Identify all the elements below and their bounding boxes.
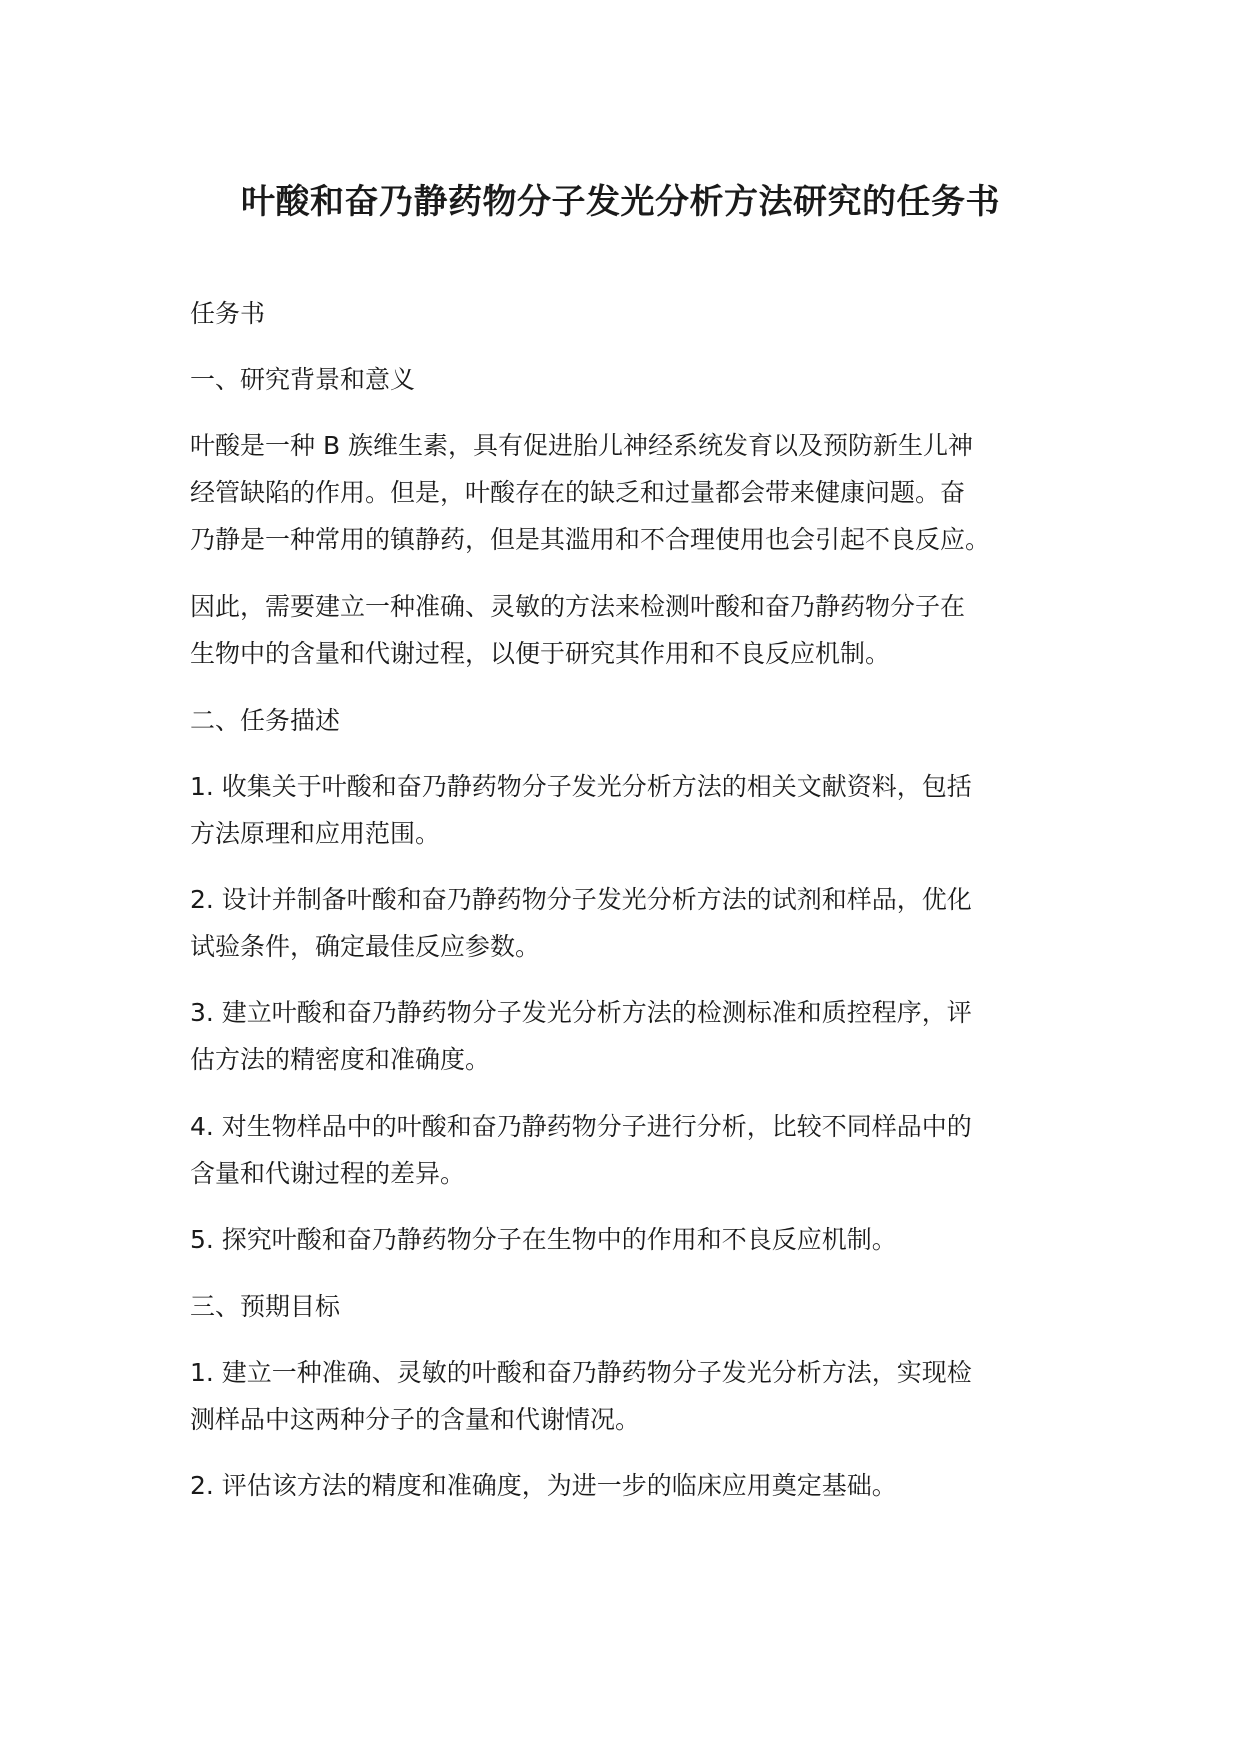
text-line: 含量和代谢过程的差异。 [190,1159,466,1188]
text-line: 估方法的精密度和准确度。 [190,1045,491,1074]
paragraph-therefore [190,583,1070,677]
heading-task-book [190,290,1070,337]
text-line: 生物中的含量和代谢过程，以便于研究其作用和不良反应机制。 [190,639,891,668]
text-line: 1. 建立一种准确、灵敏的叶酸和奋乃静药物分子发光分析方法，实现检 [190,1358,972,1387]
list-item-goal-1 [190,1349,1070,1443]
list-item-task-2 [190,876,1070,970]
text-line: 任务书 [190,299,266,328]
text-line: 经管缺陷的作用。但是，叶酸存在的缺乏和过量都会带来健康问题。奋 [190,478,966,507]
section-heading-background [190,356,1070,403]
document-title: 叶酸和奋乃静药物分子发光分析方法研究的任务书 [241,182,1000,222]
text-line: 一、研究背景和意义 [190,365,416,394]
text-line: 2. 设计并制备叶酸和奋乃静药物分子发光分析方法的试剂和样品，优化 [190,885,972,914]
list-item-task-5 [190,1216,1070,1263]
list-item-task-4 [190,1103,1070,1197]
text-line: 三、预期目标 [190,1292,341,1321]
text-line: 3. 建立叶酸和奋乃静药物分子发光分析方法的检测标准和质控程序，评 [190,998,972,1027]
paragraph-folic-acid [190,422,1070,563]
text-line: 测样品中这两种分子的含量和代谢情况。 [190,1405,641,1434]
section-heading-task-description [190,697,1070,744]
text-line: 5. 探究叶酸和奋乃静药物分子在生物中的作用和不良反应机制。 [190,1225,897,1254]
text-line: 乃静是一种常用的镇静药，但是其滥用和不合理使用也会引起不良反应。 [190,525,991,554]
text-line: 2. 评估该方法的精度和准确度，为进一步的临床应用奠定基础。 [190,1471,897,1500]
list-item-goal-2 [190,1462,1070,1509]
text-line: 方法原理和应用范围。 [190,819,441,848]
list-item-task-3 [190,989,1070,1083]
list-item-task-1 [190,763,1070,857]
text-line: 叶酸是一种 B 族维生素，具有促进胎儿神经系统发育以及预防新生儿神 [190,431,974,460]
section-heading-expected-goals [190,1283,1070,1330]
text-line: 1. 收集关于叶酸和奋乃静药物分子发光分析方法的相关文献资料，包括 [190,772,972,801]
text-line: 试验条件，确定最佳反应参数。 [190,932,541,961]
text-line: 二、任务描述 [190,706,341,735]
text-line: 因此，需要建立一种准确、灵敏的方法来检测叶酸和奋乃静药物分子在 [190,592,966,621]
text-line: 4. 对生物样品中的叶酸和奋乃静药物分子进行分析，比较不同样品中的 [190,1112,972,1141]
